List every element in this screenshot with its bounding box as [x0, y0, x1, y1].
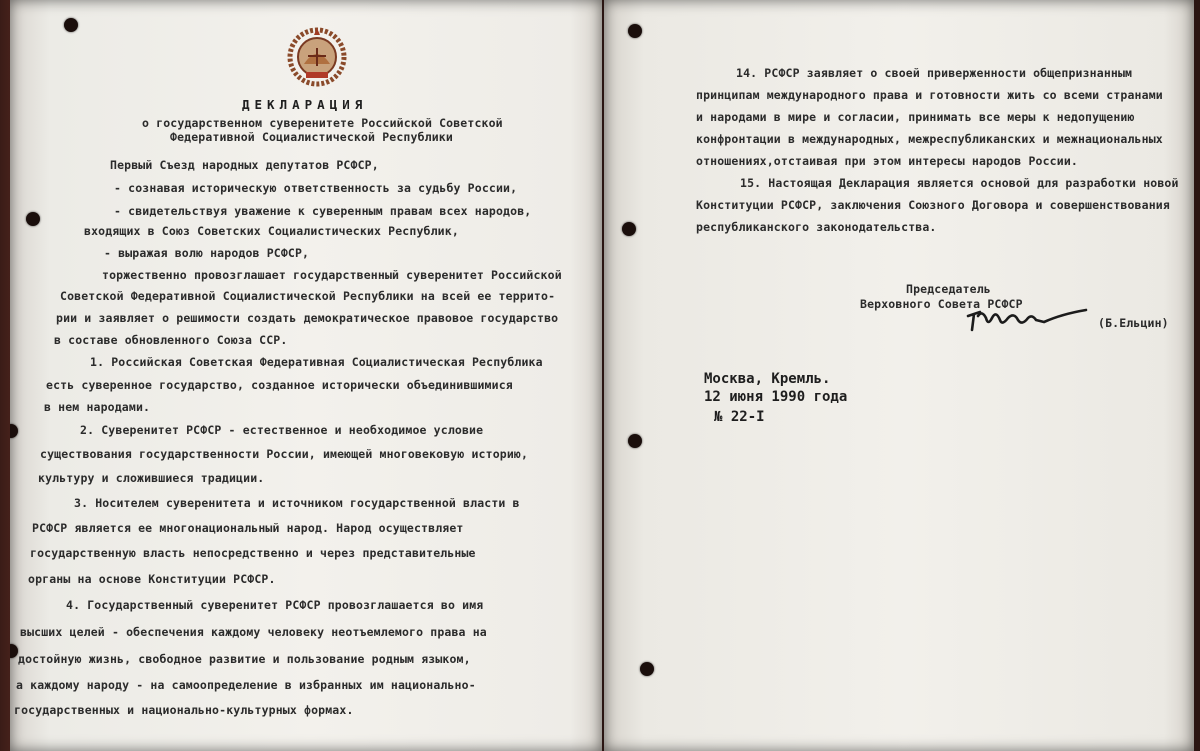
place: Москва, Кремль.: [704, 371, 831, 387]
punch-hole: [10, 424, 18, 438]
signatory-title-line-1: Председатель: [906, 282, 991, 296]
subtitle-line-1: о государственном суверенитете Российской Советской: [142, 116, 503, 130]
body-line: 2. Суверенитет РСФСР - естественное и необходимое условие: [80, 423, 484, 437]
body-line: Первый Съезд народных депутатов РСФСР,: [110, 158, 379, 172]
punch-hole: [628, 24, 642, 38]
punch-hole: [26, 212, 40, 226]
punch-hole: [622, 222, 636, 236]
body-line: торжественно провозглашает государственный суверенитет Российской: [102, 268, 562, 282]
punch-hole: [10, 644, 18, 658]
body-line: 1. Российская Советская Федеративная Социалистическая Республика: [90, 355, 543, 369]
body-line: органы на основе Конституции РСФСР.: [28, 572, 276, 586]
body-line: в составе обновленного Союза ССР.: [54, 333, 288, 347]
body-line: достойную жизнь, свободное развитие и пользование родным языком,: [18, 652, 471, 666]
body-line: рии и заявляет о решимости создать демократическое правовое государство: [56, 311, 559, 325]
body-line: 15. Настоящая Декларация является основой для разработки новой: [740, 176, 1179, 190]
body-line: Конституции РСФСР, заключения Союзного Договора и совершенствования: [696, 198, 1170, 212]
left-page: [10, 0, 602, 751]
body-line: отношениях,отстаивая при этом интересы народов России.: [696, 154, 1078, 168]
punch-hole: [628, 434, 642, 448]
body-line: - сознавая историческую ответственность за судьбу России,: [114, 181, 518, 195]
body-line: - выражая волю народов РСФСР,: [104, 246, 310, 260]
body-line: государственную власть непосредственно и через представительные: [30, 546, 476, 560]
body-line: в нем народами.: [44, 400, 151, 414]
right-page: [604, 0, 1194, 751]
body-line: РСФСР является ее многонациональный народ. Народ осуществляет: [32, 521, 464, 535]
signature-image: [962, 300, 1092, 340]
body-line: 14. РСФСР заявляет о своей приверженности общепризнанным: [736, 66, 1133, 80]
document-number: № 22-I: [714, 409, 765, 425]
punch-hole: [64, 18, 78, 32]
body-line: есть суверенное государство, созданное исторически объединившимися: [46, 378, 513, 392]
body-line: принципам международного права и готовности жить со всеми странами: [696, 88, 1163, 102]
body-line: республиканского законодательства.: [696, 220, 937, 234]
subtitle-line-2: Федеративной Социалистической Республики: [170, 130, 453, 144]
body-line: 3. Носителем суверенитета и источником государственной власти в: [74, 496, 520, 510]
coat-of-arms-emblem: [286, 26, 348, 88]
document-title: ДЕКЛАРАЦИЯ: [242, 97, 368, 112]
punch-hole: [640, 662, 654, 676]
signatory-title-line-2: Верховного Совета РСФСР: [860, 297, 1023, 311]
body-line: Советской Федеративной Социалистической Республики на всей ее террито-: [60, 289, 556, 303]
signatory-name: (Б.Ельцин): [1098, 316, 1169, 330]
body-line: культуру и сложившиеся традиции.: [38, 471, 265, 485]
body-line: государственных и национально-культурных формах.: [14, 703, 354, 717]
date: 12 июня 1990 года: [704, 389, 848, 405]
body-line: 4. Государственный суверенитет РСФСР провозглашается во имя: [66, 598, 484, 612]
body-line: и народами в мире и согласии, принимать все меры к недопущению: [696, 110, 1135, 124]
body-line: а каждому народу - на самоопределение в избранных им национально-: [16, 678, 476, 692]
body-line: входящих в Союз Советских Социалистических Республик,: [84, 224, 459, 238]
body-line: высших целей - обеспечения каждому человеку неотъемлемого права на: [20, 625, 487, 639]
body-line: конфронтации в международных, межреспубликанских и межнациональных: [696, 132, 1163, 146]
body-line: существования государственности России, имеющей многовековую историю,: [40, 447, 529, 461]
body-line: - свидетельствуя уважение к суверенным правам всех народов,: [114, 204, 532, 218]
